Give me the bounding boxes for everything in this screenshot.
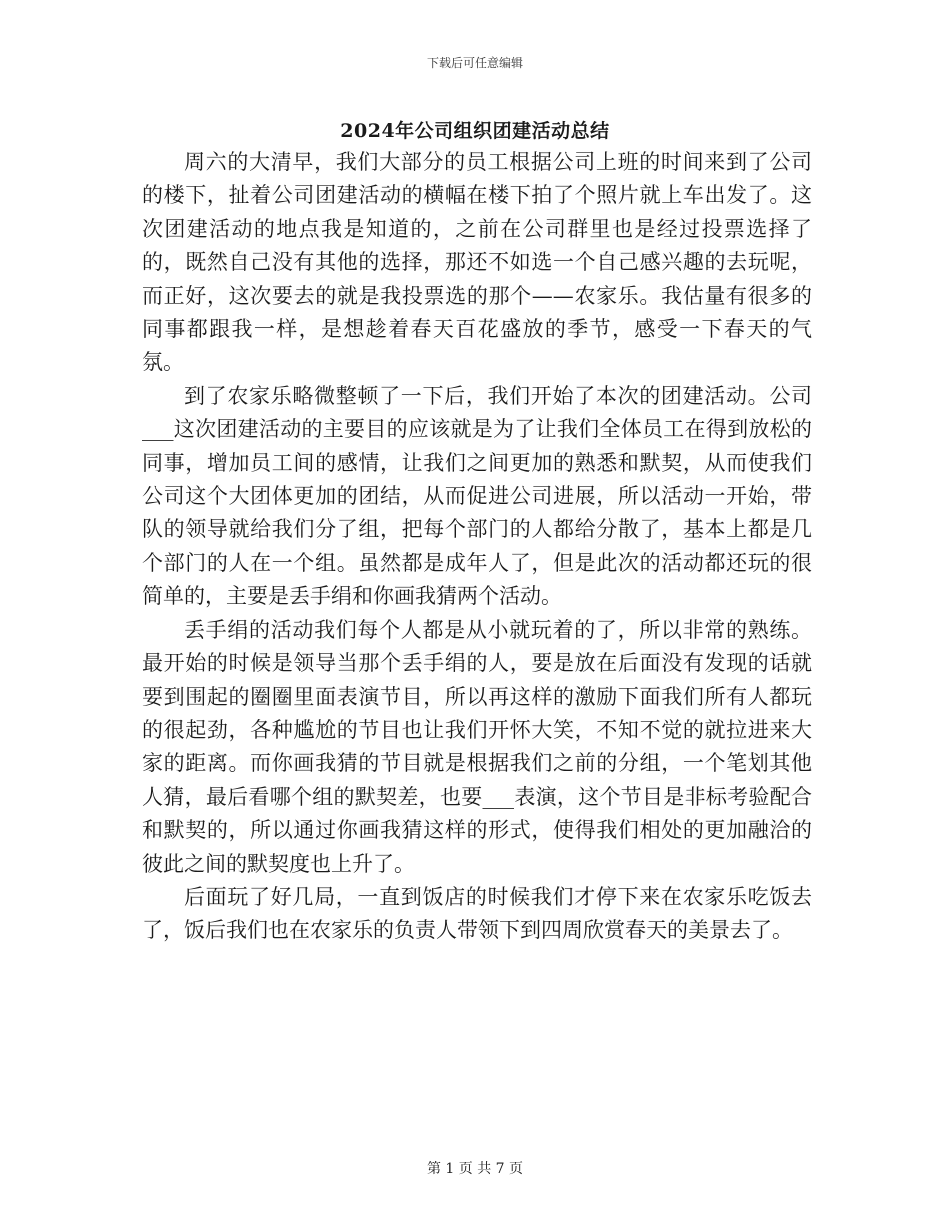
paragraph: 到了农家乐略微整顿了一下后，我们开始了本次的团建活动。公司___这次团建活动的主要目的应该就是为了让我们全体员工在得到放松的同事，增加员工间的感情，让我们之间更加的熟悉和默契，从而使我们公司这个大团体更加的团结，从而促进公司进展，所以活动一开始，带队的领导就给我们分了组，把每个部门的人都给分散了，基本上都是几个部门的人在一个组。虽然都是成年人了，但是此次的活动都还玩的很简单的，主要是丢手绢和你画我猜两个活动。 (142, 383, 812, 609)
paragraph: 周六的大清早，我们大部分的员工根据公司上班的时间来到了公司的楼下，扯着公司团建活动的横幅在楼下拍了个照片就上车出发了。这次团建活动的地点我是知道的，之前在公司群里也是经过投票选择了的，既然自己没有其他的选择，那还不如选一个自己感兴趣的去玩呢，而正好，这次要去的就是我投票选的那个——农家乐。我估量有很多的同事都跟我一样，是想趁着春天百花盛放的季节，感受一下春天的气氛。 (142, 150, 812, 375)
paragraph: 丢手绢的活动我们每个人都是从小就玩着的了，所以非常的熟练。最开始的时候是领导当那个丢手绢的人，要是放在后面没有发现的话就要到围起的圈圈里面表演节目，所以再这样的激励下面我们所有人都玩的很起劲，各种尴尬的节目也让我们开怀大笑，不知不觉的就拉进来大家的距离。而你画我猜的节目就是根据我们之前的分组，一个笔划其他人猜，最后看哪个组的默契差，也要___表演，这个节目是非标考验配合和默契的，所以通过你画我猜这样的形式，使得我们相处的更加融洽的彼此之间的默契度也上升了。 (142, 617, 812, 876)
paragraph: 后面玩了好几局，一直到饭店的时候我们才停下来在农家乐吃饭去了，饭后我们也在农家乐的负责人带领下到四周欣赏春天的美景去了。 (142, 884, 812, 943)
document-body (142, 146, 812, 948)
page-header-note: 下载后可任意编辑 (426, 56, 523, 70)
document-title: 2024年公司组织团建活动总结 (340, 120, 610, 142)
page-number: 第 1 页 共 7 页 (426, 1161, 524, 1177)
